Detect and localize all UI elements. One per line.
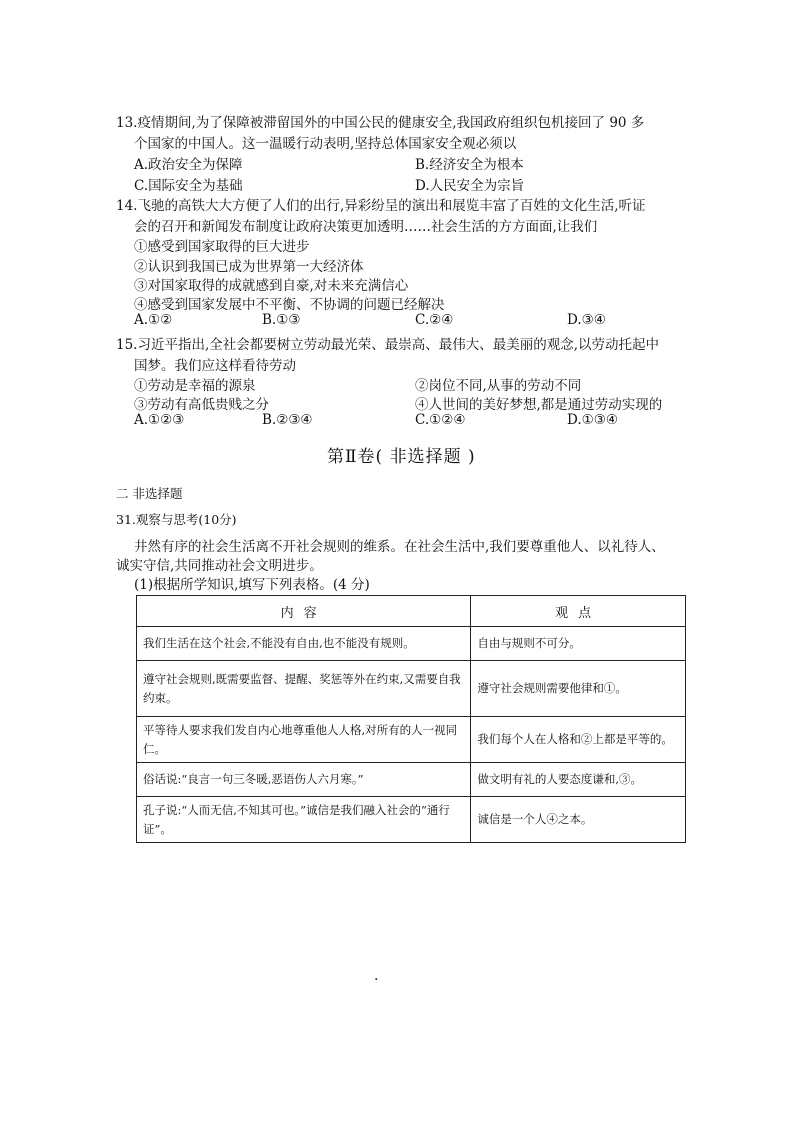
q31-intro-line2: 诚实守信,共同推动社会文明进步。 <box>116 558 323 574</box>
q14-option-b: B.①③ <box>262 312 301 328</box>
q14-item-2: ②认识到我国已成为世界第一大经济体 <box>134 259 364 275</box>
q15-item-3: ③劳动有高低贵贱之分 <box>134 397 269 413</box>
row-content: 遵守社会规则,既需要监督、提醒、奖惩等外在约束,又需要自我约束。 <box>137 661 471 717</box>
q15-item-2: ②岗位不同,从事的劳动不同 <box>415 378 582 394</box>
row-content: 孔子说:“人而无信,不知其可也。”诚信是我们融入社会的“通行证”。 <box>137 797 471 843</box>
q14-option-d: D.③④ <box>567 312 606 328</box>
section2-label: 二 非选择题 <box>116 486 183 501</box>
q14-option-c: C.②④ <box>415 312 454 328</box>
row-content: 我们生活在这个社会,不能没有自由,也不能没有规则。 <box>137 627 471 661</box>
part2-title: 第Ⅱ卷( 非选择题 ) <box>327 447 476 467</box>
row-view: 诚信是一个人④之本。 <box>471 797 686 843</box>
q14-item-4: ④感受到国家发展中不平衡、不协调的问题已经解决 <box>134 297 445 313</box>
header-view: 观点 <box>471 596 686 627</box>
q15-option-a: A.①②③ <box>134 412 185 428</box>
q15-item-1: ①劳动是幸福的源泉 <box>134 378 256 394</box>
q15-option-d: D.①③④ <box>567 412 618 428</box>
q14-stem-line1: 14.飞驰的高铁大大方便了人们的出行,异彩纷呈的演出和展览丰富了百姓的文化生活,听证 <box>116 198 646 214</box>
q15-stem-line1: 15.习近平指出,全社会都要树立劳动最光荣、最崇高、最伟大、最美丽的观念,以劳动托起中 <box>116 337 660 353</box>
q13-option-c: C.国际安全为基础 <box>134 178 243 194</box>
row-content: 俗话说:“良言一句三冬暖,恶语伤人六月寒。” <box>137 763 471 797</box>
q15-option-c: C.①②④ <box>415 412 466 428</box>
q31-sub1: (1)根据所学知识,填写下列表格。(4 分) <box>134 577 370 593</box>
table-row <box>137 717 686 763</box>
q13-option-b: B.经济安全为根本 <box>415 157 524 173</box>
q13-option-a: A.政治安全为保障 <box>134 157 243 173</box>
q31-table <box>136 595 686 843</box>
q15-item-4: ④人世间的美好梦想,都是通过劳动实现的 <box>415 397 663 413</box>
q14-item-3: ③对国家取得的成就感到自豪,对未来充满信心 <box>134 278 409 294</box>
row-view: 我们每个人在人格和②上都是平等的。 <box>471 717 686 763</box>
row-content: 平等待人要求我们发自内心地尊重他人人格,对所有的人一视同仁。 <box>137 717 471 763</box>
row-view: 遵守社会规则需要他律和①。 <box>471 661 686 717</box>
q13-stem-line1: 13.疫情期间,为了保障被滞留国外的中国公民的健康安全,我国政府组织包机接回了 90 多 <box>116 115 645 131</box>
table-row <box>137 763 686 797</box>
q13-stem-line2: 个国家的中国人。这一温暖行动表明,坚持总体国家安全观必须以 <box>134 136 517 152</box>
q13-option-d: D.人民安全为宗旨 <box>415 178 525 194</box>
q15-stem-line2: 国梦。我们应这样看待劳动 <box>134 358 296 374</box>
table-row <box>137 797 686 843</box>
table-row <box>137 627 686 661</box>
header-content: 内容 <box>137 596 471 627</box>
table-header-row <box>137 596 686 627</box>
q31-intro-line1: 井然有序的社会生活离不开社会规则的维系。在社会生活中,我们要尊重他人、以礼待人、 <box>134 539 665 555</box>
table-row <box>137 661 686 717</box>
q14-stem-line2: 会的召开和新闻发布制度让政府决策更加透明……社会生活的方方面面,让我们 <box>134 219 598 235</box>
q31-title: 31.观察与思考(10分) <box>116 512 237 527</box>
row-view: 做文明有礼的人要态度谦和,③。 <box>471 763 686 797</box>
q14-option-a: A.①② <box>134 312 173 328</box>
q15-option-b: B.②③④ <box>262 412 313 428</box>
q14-item-1: ①感受到国家取得的巨大进步 <box>134 239 310 255</box>
row-view: 自由与规则不可分。 <box>471 627 686 661</box>
footer-dot: . <box>374 968 379 984</box>
